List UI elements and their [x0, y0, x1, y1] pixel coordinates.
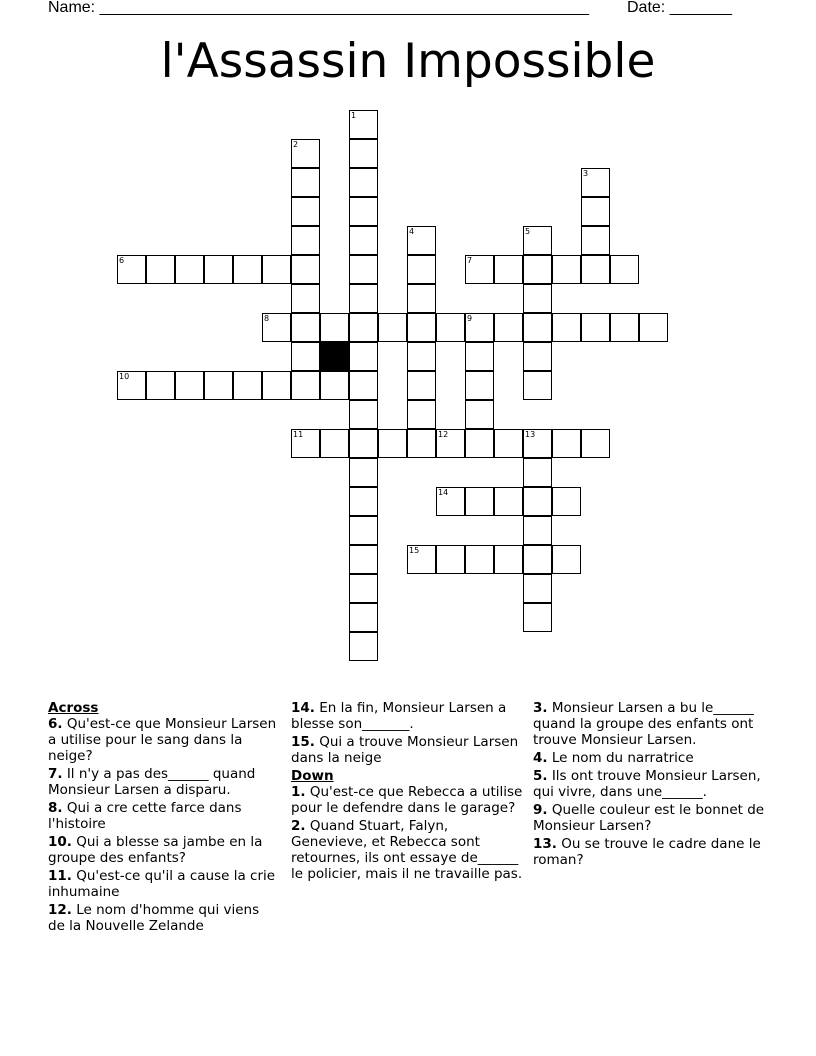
grid-cell[interactable]: [581, 313, 610, 342]
grid-cell[interactable]: [349, 400, 378, 429]
grid-cell[interactable]: [465, 255, 494, 284]
clue: [48, 716, 278, 764]
clue-number: 10: [119, 372, 130, 381]
clue-number: 5: [525, 227, 531, 236]
clue-text: Qu'est-ce que Rebecca a utilise pour le defendre dans le garage?: [291, 784, 523, 816]
clue: [291, 784, 523, 816]
clue-list-1: [48, 716, 278, 934]
grid-cell[interactable]: [349, 429, 378, 458]
clue-text: Le nom du narratrice: [547, 750, 694, 766]
grid-cell[interactable]: [523, 545, 552, 574]
clue-num: 2.: [291, 818, 306, 834]
clue-number: 3: [583, 169, 589, 178]
clue: [48, 902, 278, 934]
clue-number: 15: [409, 546, 420, 555]
grid-cell[interactable]: [349, 284, 378, 313]
clue-number: 9: [467, 314, 473, 323]
grid-cell[interactable]: [523, 371, 552, 400]
grid-cell[interactable]: [552, 313, 581, 342]
clue-number: 13: [525, 430, 536, 439]
grid-cell[interactable]: [552, 429, 581, 458]
clue-list-2-down: [291, 784, 523, 882]
clues-column-3: [533, 700, 765, 870]
grid-cell[interactable]: [349, 371, 378, 400]
clue-number: 6: [119, 256, 125, 265]
grid-cell[interactable]: [146, 371, 175, 400]
clue: [291, 700, 523, 732]
clue-num: 7.: [48, 766, 63, 782]
grid-cell[interactable]: [407, 313, 436, 342]
grid-cell[interactable]: [291, 197, 320, 226]
grid-cell[interactable]: [523, 313, 552, 342]
grid-cell[interactable]: [291, 429, 320, 458]
grid-cell[interactable]: [494, 255, 523, 284]
date-label: Date:: [627, 0, 670, 16]
grid-cell[interactable]: [349, 574, 378, 603]
grid-cell[interactable]: [552, 545, 581, 574]
grid-cell[interactable]: [378, 313, 407, 342]
grid-cell[interactable]: [291, 313, 320, 342]
clue-num: 9.: [533, 802, 548, 818]
grid-cell[interactable]: [465, 313, 494, 342]
clue-number: 7: [467, 256, 473, 265]
grid-cell[interactable]: [291, 255, 320, 284]
clue-list-2-across: [291, 700, 523, 766]
grid-cell[interactable]: [349, 342, 378, 371]
clue-number: 14: [438, 488, 449, 497]
grid-cell[interactable]: [465, 342, 494, 371]
grid-cell[interactable]: [320, 313, 349, 342]
grid-cell[interactable]: [407, 284, 436, 313]
clue-text: En la fin, Monsieur Larsen a blesse son_______.: [291, 700, 507, 732]
clue-num: 1.: [291, 784, 306, 800]
clue-number: 12: [438, 430, 449, 439]
clue: [48, 800, 278, 832]
grid-cell[interactable]: [581, 168, 610, 197]
grid-cell[interactable]: [320, 429, 349, 458]
grid-cell[interactable]: [494, 313, 523, 342]
grid-cell[interactable]: [349, 226, 378, 255]
grid-block: [320, 342, 349, 371]
clue-number: 8: [264, 314, 270, 323]
grid-cell[interactable]: [610, 313, 639, 342]
clue-text: Ils ont trouve Monsieur Larsen, qui vivre, dans une______.: [533, 768, 761, 800]
grid-cell[interactable]: [639, 313, 668, 342]
down-heading: Down: [291, 768, 334, 784]
clue-number: 11: [293, 430, 304, 439]
grid-cell[interactable]: [349, 139, 378, 168]
grid-cell[interactable]: [523, 574, 552, 603]
grid-cell[interactable]: [581, 226, 610, 255]
clue-num: 4.: [533, 750, 548, 766]
clue-text: Quelle couleur est le bonnet de Monsieur Larsen?: [533, 802, 765, 834]
clue-list-3: [533, 700, 765, 868]
grid-cell[interactable]: [175, 255, 204, 284]
grid-cell[interactable]: [523, 516, 552, 545]
clue: [533, 836, 765, 868]
clue: [533, 750, 765, 766]
grid-cell[interactable]: [407, 400, 436, 429]
grid-cell[interactable]: [407, 342, 436, 371]
clue-num: 8.: [48, 800, 63, 816]
grid-cell[interactable]: [494, 487, 523, 516]
grid-cell[interactable]: [523, 226, 552, 255]
grid-cell[interactable]: [465, 429, 494, 458]
grid-cell[interactable]: [204, 371, 233, 400]
grid-cell[interactable]: [262, 371, 291, 400]
grid-cell[interactable]: [436, 545, 465, 574]
grid-cell[interactable]: [349, 255, 378, 284]
clue: [48, 766, 278, 798]
clue-text: Qu'est-ce que Monsieur Larsen a utilise pour le sang dans la neige?: [48, 716, 277, 764]
grid-cell[interactable]: [407, 226, 436, 255]
grid-cell[interactable]: [262, 313, 291, 342]
clue-text: Monsieur Larsen a bu le______ quand la groupe des enfants ont trouve Monsieur Larsen.: [533, 700, 754, 748]
clue: [291, 818, 523, 882]
clues-column-2: [291, 700, 523, 884]
clue-number: 1: [351, 111, 357, 120]
grid-cell[interactable]: [465, 371, 494, 400]
clues-column-1: [48, 700, 278, 936]
grid-cell[interactable]: [349, 110, 378, 139]
clue-text: Qui a blesse sa jambe en la groupe des enfants?: [48, 834, 263, 866]
grid-cell[interactable]: [407, 371, 436, 400]
grid-cell[interactable]: [523, 429, 552, 458]
clue-num: 15.: [291, 734, 315, 750]
grid-cell[interactable]: [291, 168, 320, 197]
grid-cell[interactable]: [349, 458, 378, 487]
clue: [533, 802, 765, 834]
grid-cell[interactable]: [291, 371, 320, 400]
clue-num: 5.: [533, 768, 548, 784]
name-line[interactable]: _______________________________________________________: [99, 0, 589, 16]
grid-cell[interactable]: [436, 313, 465, 342]
grid-cell[interactable]: [436, 487, 465, 516]
grid-cell[interactable]: [262, 255, 291, 284]
clue-text: Qui a trouve Monsieur Larsen dans la neige: [291, 734, 519, 766]
grid-cell[interactable]: [291, 284, 320, 313]
clue-text: Qui a cre cette farce dans l'histoire: [48, 800, 242, 832]
clue-number: 4: [409, 227, 415, 236]
grid-cell[interactable]: [349, 313, 378, 342]
grid-cell[interactable]: [349, 168, 378, 197]
grid-cell[interactable]: [523, 284, 552, 313]
grid-cell[interactable]: [349, 487, 378, 516]
grid-cell[interactable]: [465, 400, 494, 429]
clue: [533, 768, 765, 800]
clue-num: 14.: [291, 700, 315, 716]
clue-number: 2: [293, 140, 299, 149]
clue-num: 12.: [48, 902, 72, 918]
grid-cell[interactable]: [523, 458, 552, 487]
grid-cell[interactable]: [465, 487, 494, 516]
grid-cell[interactable]: [291, 342, 320, 371]
grid-cell[interactable]: [349, 516, 378, 545]
grid-cell[interactable]: [204, 255, 233, 284]
grid-cell[interactable]: [407, 255, 436, 284]
grid-cell[interactable]: [349, 603, 378, 632]
grid-cell[interactable]: [581, 197, 610, 226]
clue-num: 6.: [48, 716, 63, 732]
grid-cell[interactable]: [465, 545, 494, 574]
grid-cell[interactable]: [552, 487, 581, 516]
grid-cell[interactable]: [552, 255, 581, 284]
clue: [48, 868, 278, 900]
grid-cell[interactable]: [117, 371, 146, 400]
clue-text: Le nom d'homme qui viens de la Nouvelle Zelande: [48, 902, 260, 934]
grid-cell[interactable]: [581, 255, 610, 284]
grid-cell[interactable]: [291, 139, 320, 168]
across-heading: Across: [48, 700, 99, 716]
grid-cell[interactable]: [407, 429, 436, 458]
grid-cell[interactable]: [349, 632, 378, 661]
grid-cell[interactable]: [233, 371, 262, 400]
grid-cell[interactable]: [494, 429, 523, 458]
clue: [48, 834, 278, 866]
grid-cell[interactable]: [523, 603, 552, 632]
grid-cell[interactable]: [291, 226, 320, 255]
grid-cell[interactable]: [117, 255, 146, 284]
date-line[interactable]: _______: [669, 0, 732, 16]
clue-text: Qu'est-ce qu'il a cause la crie inhumaine: [48, 868, 276, 900]
clue-num: 11.: [48, 868, 72, 884]
grid-cell[interactable]: [233, 255, 262, 284]
grid-cell[interactable]: [581, 429, 610, 458]
grid-cell[interactable]: [146, 255, 175, 284]
grid-cell[interactable]: [349, 197, 378, 226]
grid-cell[interactable]: [349, 545, 378, 574]
page-title: l'Assassin Impossible: [160, 34, 656, 89]
clue: [291, 734, 523, 766]
clue-text: Quand Stuart, Falyn, Genevieve, et Rebecca sont retournes, ils ont essaye de______ le policier, mais il ne travaille pas.: [291, 818, 523, 882]
grid-cell[interactable]: [523, 487, 552, 516]
grid-cell[interactable]: [523, 255, 552, 284]
grid-cell[interactable]: [610, 255, 639, 284]
clue-num: 10.: [48, 834, 72, 850]
name-label: Name:: [48, 0, 100, 16]
grid-cell[interactable]: [407, 545, 436, 574]
grid-cell[interactable]: [523, 342, 552, 371]
clue-text: Il n'y a pas des______ quand Monsieur Larsen a disparu.: [48, 766, 256, 798]
grid-cell[interactable]: [378, 429, 407, 458]
grid-cell[interactable]: [494, 545, 523, 574]
grid-cell[interactable]: [175, 371, 204, 400]
clue-num: 3.: [533, 700, 548, 716]
clue-text: Ou se trouve le cadre dane le roman?: [533, 836, 761, 868]
grid-cell[interactable]: [320, 371, 349, 400]
clue: [533, 700, 765, 748]
grid-cell[interactable]: [436, 429, 465, 458]
clue-num: 13.: [533, 836, 557, 852]
